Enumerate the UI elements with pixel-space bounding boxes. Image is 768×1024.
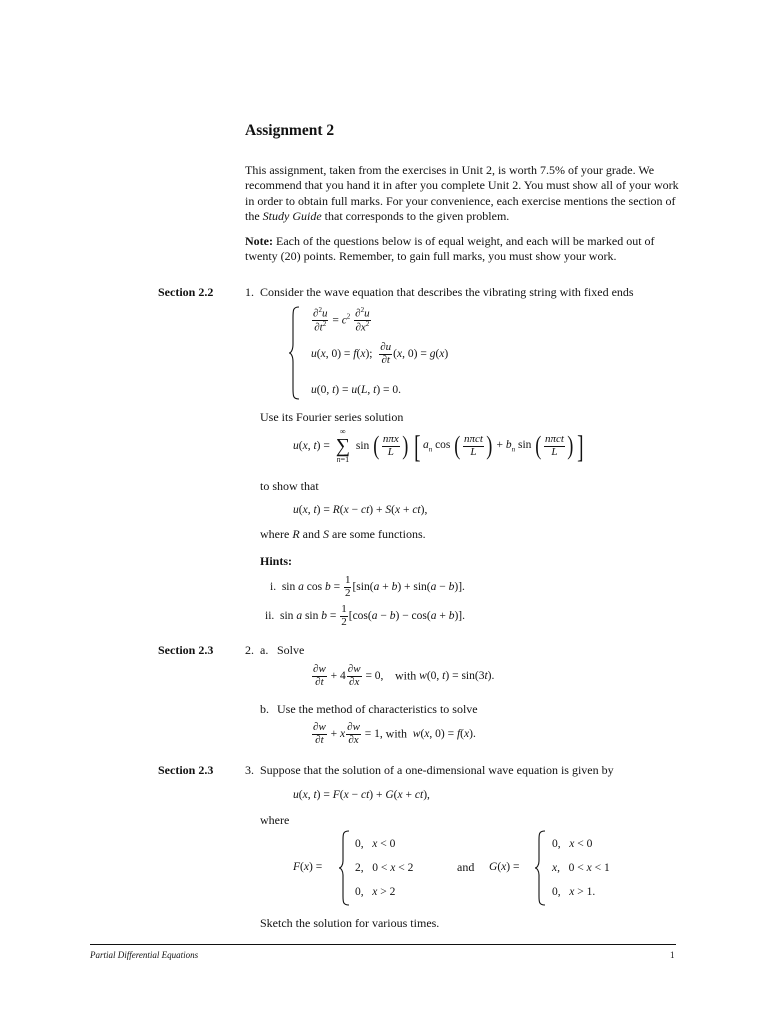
note-text: Each of the questions below is of equal weight, and each will be marked out of twenty (20) points. Remember, to gain full marks, you must show your work. bbox=[245, 234, 655, 264]
q1-where-and: and bbox=[302, 527, 320, 541]
q2-b-text: Use the method of characteristics to solve bbox=[277, 702, 478, 716]
q1-fourier-series: u(x, t) = ∞ ∑ n=1 sin ( $\frac{\text{nπx}}{L}$ ) [ $a_n$ cos ( $\frac{\text{nπct}}{L}$ ) + $b_n$ sin ( $\frac{\text{nπct}}{L}$ ) ] bbox=[293, 427, 584, 464]
q2-b-label: b. bbox=[260, 702, 269, 716]
footer-course-title: Partial Differential Equations bbox=[90, 950, 199, 960]
q3-F-case-1: 0, x < 0 bbox=[355, 838, 396, 850]
q1-system-brace bbox=[288, 306, 302, 400]
q1-where-post: are some functions. bbox=[332, 527, 426, 541]
q3-G-case-2: x, 0 < x < 1 bbox=[552, 862, 610, 874]
q3-G-case-1: 0, x < 0 bbox=[552, 838, 593, 850]
intro-text: This assignment, taken from the exercises in Unit 2, is worth 7.5% of your grade. We recommend that you hand it in after you complete Unit 2. You must show all of your work in order to obtain full marks. For your convenience, each exercise mentions the section of the bbox=[245, 163, 679, 223]
q2-number: 2. bbox=[245, 643, 254, 657]
q1-hint-ii: ii. sin a sin b = $\frac{1}{2}$ [cos(a − b) − cos(a + b)]. bbox=[265, 603, 466, 628]
q2-b-equation: $\frac{\partial w}{\partial t}$ + x $\frac{\partial w}{\partial x}$ = 1, with w(x, 0) = f(x). bbox=[313, 721, 476, 746]
q3-G-label: G(x) = bbox=[489, 861, 520, 873]
q1-where-r: R bbox=[292, 527, 300, 541]
q1-where-line bbox=[260, 527, 426, 542]
q3-G-case-3: 0, x > 1. bbox=[552, 886, 596, 898]
intro-end: that corresponds to the given problem. bbox=[324, 208, 510, 223]
q3-F-case-2: 2, 0 < x < 2 bbox=[355, 862, 414, 874]
q3-F-case-3: 0, x > 2 bbox=[355, 886, 396, 898]
note-paragraph bbox=[245, 234, 685, 265]
q3-section-label: Section 2.3 bbox=[158, 763, 214, 777]
q1-hint-i: i. sin a cos b = $\frac{1}{2}$ [sin(a + b) + sin(a − b)]. bbox=[270, 574, 465, 599]
q1-initial-conditions: u(x, 0) = f(x); $\frac{\partial u}{\partial t}$ (x, 0) = g(x) bbox=[311, 341, 449, 366]
q1-where-pre: where bbox=[260, 527, 290, 541]
q3-number: 3. bbox=[245, 763, 254, 777]
q1-show-text: to show that bbox=[260, 479, 319, 493]
q1-text: Consider the wave equation that describes the vibrating string with fixed ends bbox=[260, 285, 634, 299]
intro-paragraph bbox=[245, 163, 685, 224]
q1-use-text: Use its Fourier series solution bbox=[260, 410, 404, 424]
q1-hints-label: Hints: bbox=[260, 554, 293, 568]
q2-a-text: Solve bbox=[277, 643, 305, 657]
q3-F-label: F(x) = bbox=[293, 861, 323, 873]
q3-F-brace bbox=[338, 830, 352, 906]
q1-pde-equation: $\frac{\partial^2u}{\partial t^2}$ = $c^2$ $\frac{\partial^2u}{\partial x^2}$ bbox=[313, 306, 370, 334]
q3-and-text: and bbox=[457, 860, 475, 874]
page-title: Assignment 2 bbox=[245, 122, 335, 139]
footer-page-number: 1 bbox=[670, 950, 675, 960]
intro-emphasis: Study Guide bbox=[262, 208, 322, 223]
q2-section-label: Section 2.3 bbox=[158, 643, 214, 657]
q1-section-label: Section 2.2 bbox=[158, 285, 214, 299]
q3-where-text: where bbox=[260, 813, 290, 827]
q3-G-brace bbox=[534, 830, 548, 906]
q1-number: 1. bbox=[245, 285, 254, 299]
q1-hint-i-label: i. bbox=[270, 580, 277, 593]
q3-solution-equation: u(x, t) = F(x − ct) + G(x + ct), bbox=[293, 789, 430, 801]
q1-boundary-conditions: u(0, t) = u(L, t) = 0. bbox=[311, 384, 402, 396]
note-label: Note: bbox=[245, 234, 273, 248]
q2-a-label: a. bbox=[260, 643, 269, 657]
q1-where-s: S bbox=[323, 527, 329, 541]
q1-target-equation: u(x, t) = R(x − ct) + S(x + ct), bbox=[293, 504, 428, 516]
q2-a-with: with bbox=[394, 668, 417, 683]
q2-b-with: with bbox=[385, 726, 408, 741]
q2-a-equation: $\frac{\partial w}{\partial t}$ + 4 $\frac{\partial w}{\partial x}$ = 0, with w(0, t) = sin(3t). bbox=[313, 663, 495, 688]
q3-text: Suppose that the solution of a one-dimensional wave equation is given by bbox=[260, 763, 614, 777]
footer-rule bbox=[90, 944, 676, 945]
q1-hint-ii-label: ii. bbox=[265, 609, 275, 622]
q3-sketch-text: Sketch the solution for various times. bbox=[260, 916, 440, 930]
